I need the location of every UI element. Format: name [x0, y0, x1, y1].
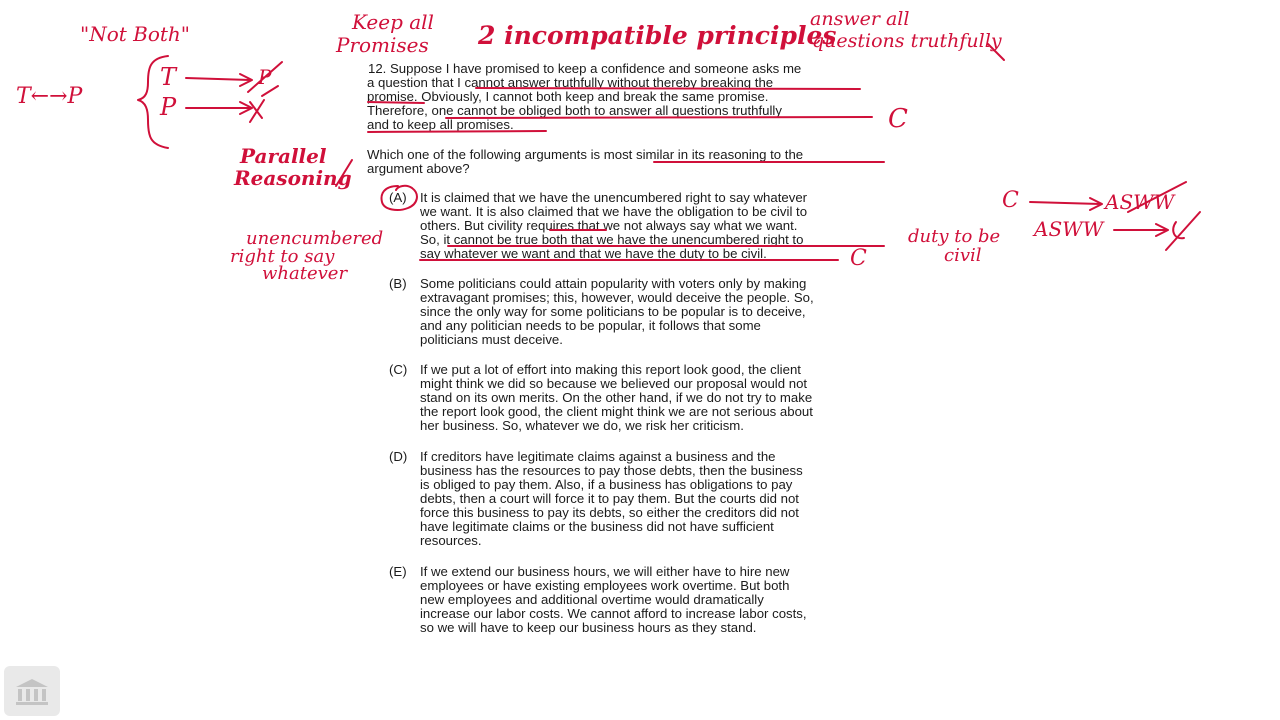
choice-c-line: stand on its own merits. On the other hand, if we do not try to make [420, 390, 813, 405]
choice-b-line: since the only way for some politicians to be popular is to deceive, [420, 304, 806, 319]
institution-logo [4, 666, 60, 716]
annotation-keep-all: Keep all [352, 10, 434, 34]
question-line: a question that I cannot answer truthfully without thereby breaking the [367, 75, 774, 90]
choice-b-line: extravagant promises; this, however, would deceive the people. So, [420, 290, 814, 305]
question-line: Therefore, one cannot be obliged both to answer all questions truthfully [367, 103, 782, 118]
choice-d-letter: (D) [389, 449, 408, 464]
choice-d-line: business has the resources to pay those debts, then the business [420, 463, 803, 478]
annotation-p-crossed: P [258, 65, 272, 89]
question-line: 12. Suppose I have promised to keep a confidence and someone asks me [368, 61, 802, 76]
annotation-unencumbered: unencumbered [246, 228, 384, 249]
choice-a-line: It is claimed that we have the unencumbered right to say whatever [420, 190, 808, 205]
annotation-not-both: "Not Both" [80, 22, 190, 46]
choice-d-line: resources. [420, 533, 482, 548]
choice-e-letter: (E) [389, 564, 407, 579]
question-stem-line: argument above? [367, 161, 470, 176]
annotation-asww-1: ASWW [1105, 190, 1175, 214]
question-line: promise. Obviously, I cannot both keep and break the same promise. [367, 89, 769, 104]
choice-d-line: have legitimate claims or the business did not have sufficient [420, 519, 774, 534]
choice-b-line: and any politician needs to be popular, it follows that some [420, 318, 761, 333]
choice-a-line: we want. It is also claimed that we have the obligation to be civil to [420, 204, 808, 219]
annotation-civil: civil [944, 245, 982, 266]
choice-c-letter: (C) [389, 362, 408, 377]
institution-icon [4, 666, 60, 716]
choice-a-line: others. But civility requires that we not always say what we want. [420, 218, 798, 233]
question-stem-line: Which one of the following arguments is most similar in its reasoning to the [367, 147, 804, 162]
annotation-answer-all-questions: questions truthfully [812, 30, 1002, 52]
question-line: and to keep all promises. [367, 117, 514, 132]
annotation-t-iff-p: T←→P [16, 84, 83, 109]
choice-a-line: So, it cannot be true both that we have the unencumbered right to [420, 232, 804, 247]
annotation-c-mark: C [888, 104, 908, 134]
choice-c-line: the report look good, the client might think we are not serious about [420, 404, 813, 419]
annotation-answer-all: answer all [810, 8, 910, 30]
choice-c-line: If we put a lot of effort into making this report look good, the client [420, 362, 801, 377]
arrow-p [186, 102, 252, 114]
choice-d-line: If creditors have legitimate claims against a business and the [420, 449, 776, 464]
choice-e-line: If we extend our business hours, we will either have to hire new [420, 564, 790, 579]
arrow-asww-civil [1114, 224, 1168, 236]
annotation-duty-to-be: duty to be [908, 226, 1001, 247]
choice-b-letter: (B) [389, 276, 407, 291]
choice-a-letter: (A) [389, 190, 407, 205]
annotation-p: P [160, 93, 177, 121]
choice-c-line: her business. So, whatever we do, we risk her criticism. [420, 418, 744, 433]
annotation-t: T [160, 63, 177, 91]
cross-out-mark [250, 100, 264, 122]
choice-d-line: force this business to pay its debts, so either the creditors did not [420, 505, 799, 520]
annotation-parallel: Parallel [240, 144, 327, 168]
annotation-c-mark-a: C [850, 246, 867, 271]
choice-e-line: increase our labor costs. We cannot afford to increase labor costs, [420, 606, 807, 621]
choice-b-line: politicians must deceive. [420, 332, 563, 347]
choice-e-line: employees or have existing employees work overtime. But both [420, 578, 790, 593]
annotation-reasoning: Reasoning [234, 166, 352, 190]
annotation-right-to-say: right to say [230, 246, 335, 267]
civil-crossed-mark [1166, 212, 1200, 250]
annotation-c-right: C [1002, 188, 1019, 213]
annotation-keep-all-promises: Promises [336, 33, 429, 57]
annotation-asww-2: ASWW [1034, 217, 1104, 241]
arrow-c-asww [1030, 198, 1102, 210]
choice-d-line: debts, then a court will force it to pay them. But the courts did not [420, 491, 799, 506]
choice-d-line: is obliged to pay them. Also, if a business has obligations to pay [420, 477, 793, 492]
annotation-whatever: whatever [262, 263, 348, 284]
choice-c-line: might think we did so because we believed our proposal would not [420, 376, 808, 391]
choice-e-line: new employees and additional overtime would dramatically [420, 592, 764, 607]
arrow-t [186, 74, 252, 86]
annotation-title: 2 incompatible principles [478, 21, 837, 50]
choice-a-line: say whatever we want and that we have the duty to be civil. [420, 246, 767, 261]
choice-e-line: so we will have to keep our business hours as they stand. [420, 620, 757, 635]
choice-b-line: Some politicians could attain popularity with voters only by making [420, 276, 807, 291]
